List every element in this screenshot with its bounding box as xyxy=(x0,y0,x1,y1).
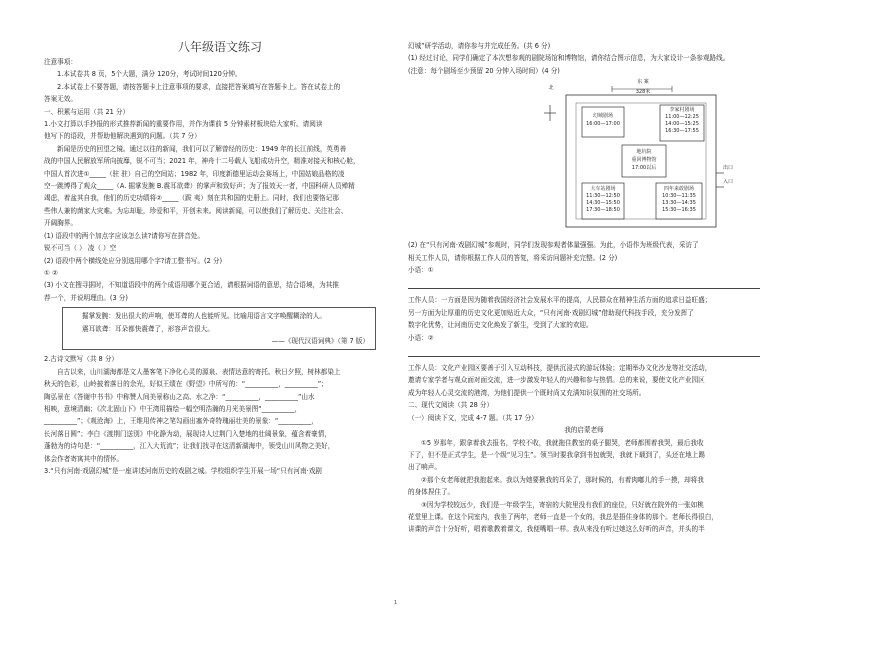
venue-hall-sub: 重回博物馆 xyxy=(631,157,657,164)
north-label: 北 xyxy=(548,85,554,92)
passage-line: 竭虑，着盆其自我，他们的历史功绩将②_____（跋 夷）刻在共和国的史册上。同时，我们也要恪记那 xyxy=(44,194,339,203)
section-2-heading: 二、现代文阅读（共 28 分） xyxy=(408,401,494,410)
q3-sub-2-cont: 相关工作人员，请你根据工作人员的答复，将采访问题补充完整。(2 分) xyxy=(408,253,618,262)
essay-line: 下了，但不是正式学生，是一个级“见习生”。领当时要我拿到书包就哭，我就下载到了，头还在地上踢 xyxy=(408,450,705,459)
q1-sub-2: (2) 语段中两个横线处应分别选用哪个字?请工整书写。(2 分) xyxy=(44,256,223,265)
q2-line: 秋天的色彩，山岭披着落日的余光，好似王绩在《野望》中所写的：“__________，__________”； xyxy=(44,380,328,389)
q2-line: 体会作者寄寓其中的情怀。 xyxy=(44,454,124,463)
venue-map xyxy=(542,79,742,233)
q2-line: 陶弘景在《答谢中书书》中称赞人间美景称山之高、水之净：“__________，__________”山水 xyxy=(44,392,315,401)
venue-hall-time: 17:00以后 xyxy=(631,165,657,172)
venue-dahuo-time: 14:30—15:50 xyxy=(586,200,620,207)
essay-line: ①5 岁那年，跟拿着我去报名，学校不收，我就拖住教室的桌子腿哭，老师都围着我哭，最后我收 xyxy=(421,438,704,447)
worker-reply-line: 工作人员：文化产业园区要善于引入互动科技，提供沉浸式的游玩体验；定期举办文化沙龙等社交活动， xyxy=(408,364,712,373)
q1-sub-3: (3) 小文在搜寻据时，不知道语段中的两个成语用哪个更合适，请根据词语的意思，结合语境，为其推 xyxy=(44,281,339,290)
section-1-heading: 一、积累与运用（共 21 分） xyxy=(44,107,130,116)
exit-label: 出口 xyxy=(722,165,733,172)
q2-line: 自古以来，山川湖海都是文人墨客笔下净化心灵的源泉、表情达意的寄托。秋日夕照，树林都染上 xyxy=(57,367,341,376)
exam-title: 八年级语文练习 xyxy=(177,40,262,54)
q3-sub-2: (2) 在“只有河南·戏剧幻城”参观时，同学们发现参观者体量强强。为此，小语作为班级代表，采访了 xyxy=(408,241,699,250)
venue-jiu-time: 10:30—11:35 xyxy=(662,193,696,200)
quote-definition-1: 掘掌发腕：发出很大的声响，使耳聋的人也能听见。比喻用语言文字唤醒糊涂的人。 xyxy=(82,312,326,321)
right-column xyxy=(408,40,760,536)
venue-dahuo-time: 17:30—18:50 xyxy=(586,207,620,214)
answer-line[interactable] xyxy=(408,345,760,357)
worker-reply-line: 邀请专家学者与观众面对面交流，进一步激发年轻人的兴趣和参与热情。总的来说，要使文化产业园区 xyxy=(408,376,705,385)
left-column xyxy=(44,38,396,477)
worker-reply-line: 工作人员：一方面是因为随着我国经济社会发展水平的提高，人民群众在精神生活方面的追求日益旺盛； xyxy=(408,296,712,305)
entrance-label: 入口 xyxy=(722,179,733,186)
venue-dahuo-name: 大车站剧场 xyxy=(590,186,616,193)
q1-sub-1-answer: 锐不可当（ ） 凌（ ）空 xyxy=(44,244,117,253)
passage-line: 战的中国人民解放军所向披靡，锐不可当；2021 年，神舟十二号载人飞船成功升空，精准对接天和核心舱， xyxy=(44,157,360,166)
venue-lixue-name: 李家村剧场 xyxy=(669,107,695,114)
notice-item-2-cont: 答案无效。 xyxy=(44,95,77,104)
q3-sub-1: (1) 经过讨论，同学们确定了本次想参观的剧院场馆和博物馆，请你结合图示信息，为大家设计一条参观路线。 xyxy=(408,54,730,63)
venue-hall-name: 地坑院 xyxy=(636,149,652,156)
essay-line: ②那个女老师就把我抱起来。我以为她要揪我的耳朵了，那时候的，有着肉嘟儿的手一摸，却将我 xyxy=(421,475,704,484)
quote-definition-2: 震耳欲聋：耳朵都快震聋了，形容声音很大。 xyxy=(82,324,214,333)
q1-sub-3-cont: 荐一个，并说明理由。(3 分) xyxy=(44,293,128,302)
notice-heading: 注意事项： xyxy=(44,58,77,66)
essay-title: 我的启蒙老师 xyxy=(564,426,604,435)
quote-source: ——《现代汉语词典》（第 7 版） xyxy=(271,336,369,345)
q3-cont: 幻城”研学活动，请你参与并完成任务。(共 6 分) xyxy=(408,42,551,50)
q2-heading: 2.古诗文默写（共 8 分） xyxy=(44,355,119,364)
q3-sub-1-note: (注意：每个剧场至少预留 20 分钟入场时间）(4 分) xyxy=(408,66,560,75)
dictionary-quote-box xyxy=(62,307,376,350)
venue-lixue-time: 16:30—17:55 xyxy=(665,128,699,135)
venue-lixue-time: 14:00—15:25 xyxy=(665,121,699,128)
venue-dahuo-time: 11:30—12:50 xyxy=(586,193,620,200)
scale-label: 328米 xyxy=(635,89,651,96)
notice-item-1: 1.本试卷共 8 页，5个大题，满分 120分，考试时间120分钟。 xyxy=(57,70,242,79)
q1-sub-2-answer: ① ② xyxy=(44,268,58,277)
essay-line: 的身体捏住了。 xyxy=(408,488,455,497)
passage-line: 新闻是历史的回望之镜。通过以往的新闻，我们可以了解曾经的历史：1949 年的长江前线，英勇善 xyxy=(57,144,347,153)
essay-line: 花堂里上课。在这个同室内，我坐了两年，老师一直是一个女的，我总是捂住身体的那个。老师长得很白， xyxy=(408,512,718,521)
passage-line: 些伟人兼的菌家大灾难。为忘却耻，珍爱和平，开创未来。阅读新闻，可以使我们了解历史、关注社会、 xyxy=(44,206,348,215)
interview-question-1: 小语：① xyxy=(408,266,434,275)
venue-jiu-name: 四年来敢剧场 xyxy=(663,186,694,193)
worker-reply-line: 数字化优势，让河南历史文化焕发了新生，受到了大家的欢迎。 xyxy=(408,321,593,330)
essay-line: 出了响声。 xyxy=(408,463,441,472)
q3-line: 3.“只有河南·戏剧幻城”是一座讲述河南历史的戏剧之城。学校组织学生开展一场“只有河南·戏剧 xyxy=(44,467,322,475)
q2-line: __________”；《观沧海》上，王维用传神之笔勾画出塞外奇特瑰丽壮美的景象：“__________， xyxy=(44,417,318,426)
answer-line[interactable] xyxy=(408,277,760,289)
venue-huanyu-name: 幻城剧场 xyxy=(592,113,613,120)
notice-item-2: 2.本试卷上不要答题，请按答题卡上注意事项的要求，直接把答案填写在答题卡上。答在试卷上的 xyxy=(57,82,341,91)
passage-line: 中国人首次进①_____（驻 驻）自己的空间站；1982 年，印度新德里运动会赛场上，中国姑娘品格的凌 xyxy=(44,169,345,178)
interview-question-2: 小语：② xyxy=(408,333,434,342)
q1-line-2: 他写下的语段，并帮助他解决遇到的问题。（共 7 分） xyxy=(44,132,201,141)
q2-line: 长河落日圆”；李白《渡荆门送别》中化静为动，展现诗人过荆门入楚地的壮阔景象，蕴含着豪情， xyxy=(44,429,331,438)
page-number: 1 xyxy=(394,600,398,606)
worker-reply-line: 另一方面为让厚重的历史文化更加贴近大众，“只有河南·戏剧幻城”借助现代科技手段，充分发挥了 xyxy=(408,308,694,317)
q2-line: 蓬勃为的诗句是：“__________，江入大荒流”；让我们找寻在这清新湖海中，领受山川风物之美好， xyxy=(44,442,335,451)
reading-1-heading: （一）阅读下文，完成 4-7 题。（共 17 分） xyxy=(408,413,538,422)
passage-line: 空一跳博得了观众_____（A. 掘掌发腕 B.震耳欲聋）的掌声和致好声；为了报效天一者，中国科研人员殚精 xyxy=(44,182,355,191)
essay-line: 讲课的声音十分好听，唱着歌教着课文，我便嘴唱一样。我从来没有听过她这么好听的声音，并头的半 xyxy=(408,525,705,534)
q1-line-1: 1.小文打算以手抄报的形式推荐新闻的重要作用，并作为课前 5 分钟素材板块给大家听。请阅读 xyxy=(44,120,323,129)
essay-line: ③因为学校较远少，我们是一年级学生，寄宿的大院里没有我们的座位，只好就在院外的一张如桃 xyxy=(421,500,704,509)
venue-lixue-time: 11:00—12:25 xyxy=(665,114,699,121)
venue-jiu-time: 13:30—14:35 xyxy=(662,200,696,207)
venue-jiu-time: 15:30—16:35 xyxy=(662,207,696,214)
passage-line: 开阔胸界。 xyxy=(44,219,77,228)
venue-huanyu-time: 16:00—17:00 xyxy=(586,121,620,128)
worker-reply-line: 成为年轻人心灵交流的港湾，为他们提供一个既时尚又充满知识氛围的社交场所。 xyxy=(408,388,646,397)
east-gate-label: 东 案 xyxy=(637,79,649,86)
q1-sub-1: (1) 语段中的两个加点字应该怎么读?请你写在拼音处。 xyxy=(44,231,204,240)
q2-line: 相映，意境清幽；《次北固山下》中王湾用描绘一幅空明浩瀚的月光美景图“__________， xyxy=(44,404,302,413)
